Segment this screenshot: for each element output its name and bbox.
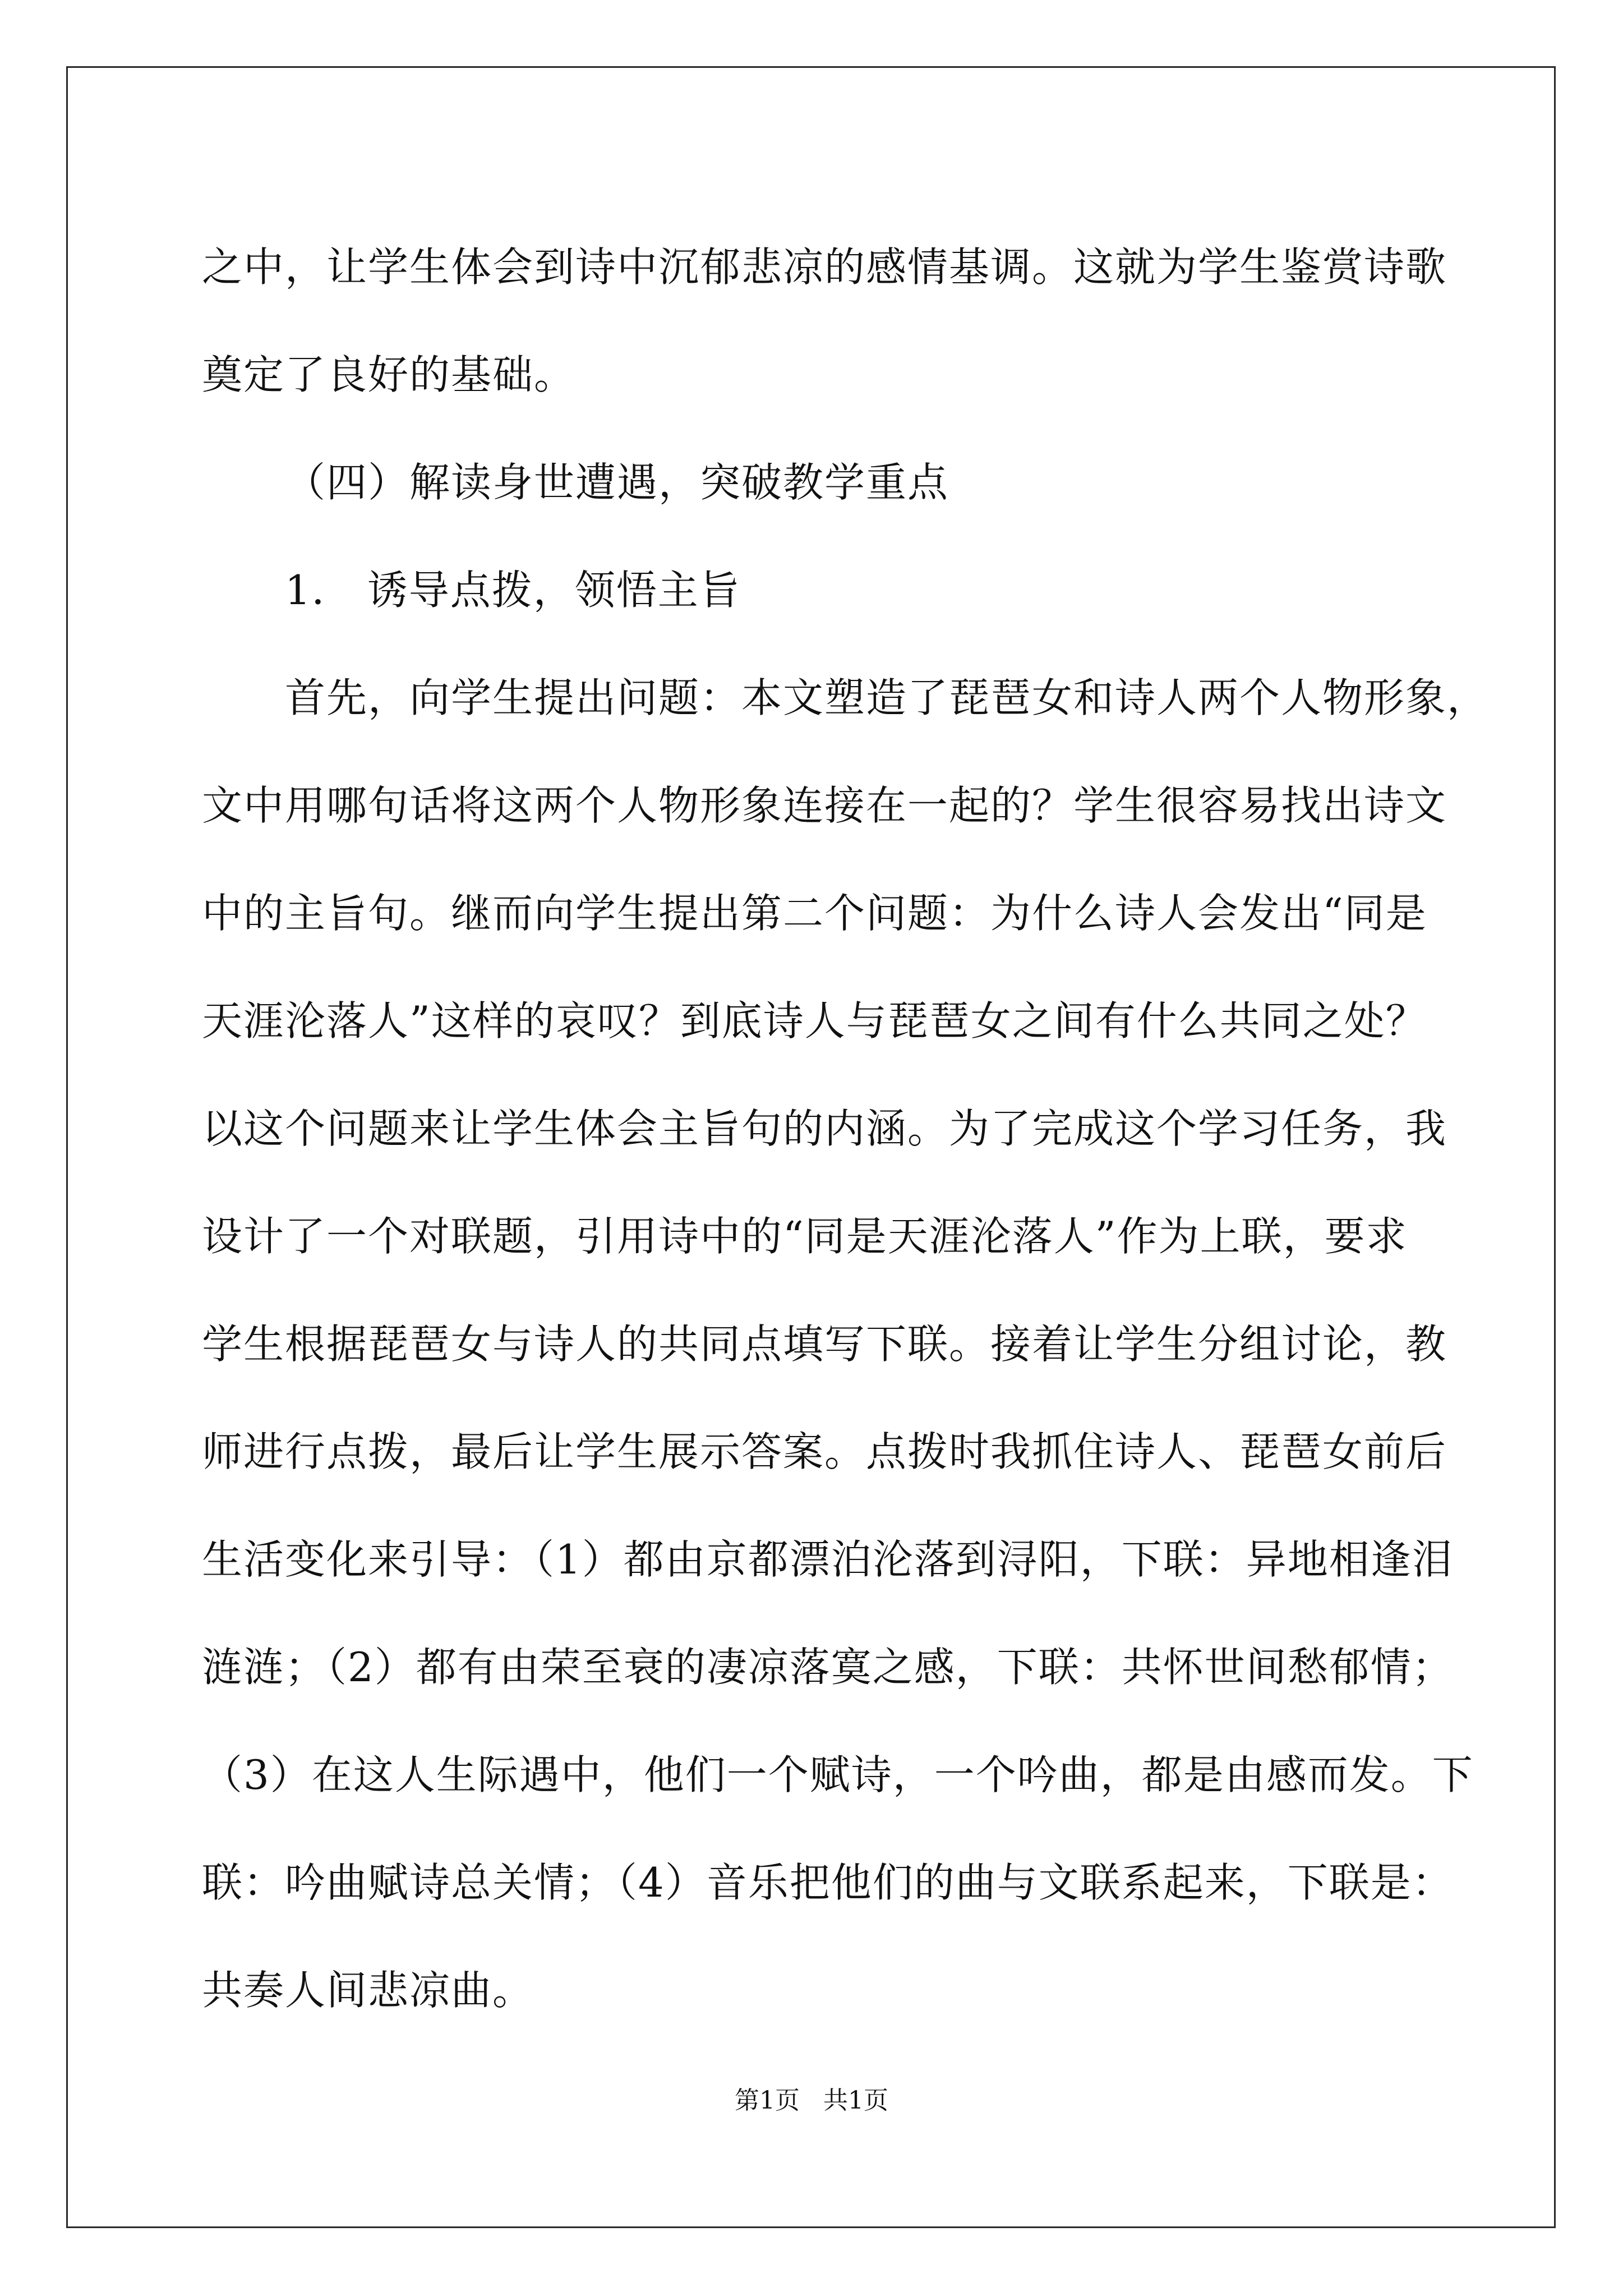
text-line: 联：吟曲赋诗总关情；（4）音乐把他们的曲与文联系起来，下联是： (202, 1859, 1454, 1906)
text-line: 涟涟；（2）都有由荣至衰的凄凉落寞之感，下联：共怀世间愁郁情； (202, 1644, 1454, 1691)
text-line: 文中用哪句话将这两个人物形象连接在一起的？学生很容易找出诗文 (202, 782, 1447, 829)
text-line: （3）在这人生际遇中，他们一个赋诗，一个吟曲，都是由感而发。下 (202, 1751, 1474, 1798)
text-line: 师进行点拨，最后让学生展示答案。点拨时我抓住诗人、琵琶女前后 (202, 1428, 1447, 1475)
text-line: 以这个问题来让学生体会主旨句的内涵。为了完成这个学习任务，我 (202, 1105, 1447, 1152)
text-line: 共奏人间悲凉曲。 (202, 1967, 534, 2014)
text-line: 学生根据琵琶女与诗人的共同点填写下联。接着让学生分组讨论，教 (202, 1320, 1447, 1368)
text-line: 设计了一个对联题，引用诗中的“同是天涯沦落人”作为上联，要求 (202, 1213, 1408, 1260)
subsection-heading: 1． 诱导点拨，领悟主旨 (285, 567, 741, 614)
document-body (202, 213, 1489, 2044)
text-line: 天涯沦落人”这样的哀叹？到底诗人与琵琶女之间有什么共同之处？ (202, 997, 1427, 1045)
section-heading: （四）解读身世遭遇，突破教学重点 (285, 459, 949, 506)
text-line: 首先，向学生提出问题：本文塑造了琵琶女和诗人两个人物形象， (285, 674, 1489, 721)
text-line: 中的主旨句。继而向学生提出第二个问题：为什么诗人会发出“同是 (202, 890, 1427, 937)
text-line: 奠定了良好的基础。 (202, 351, 576, 398)
page-number-footer: 第1页 共1页 (735, 2086, 888, 2115)
text-line: 生活变化来引导：（1）都由京都漂泊沦落到浔阳，下联：异地相逢泪 (202, 1536, 1454, 1583)
text-line: 之中，让学生体会到诗中沉郁悲凉的感情基调。这就为学生鉴赏诗歌 (202, 243, 1447, 291)
